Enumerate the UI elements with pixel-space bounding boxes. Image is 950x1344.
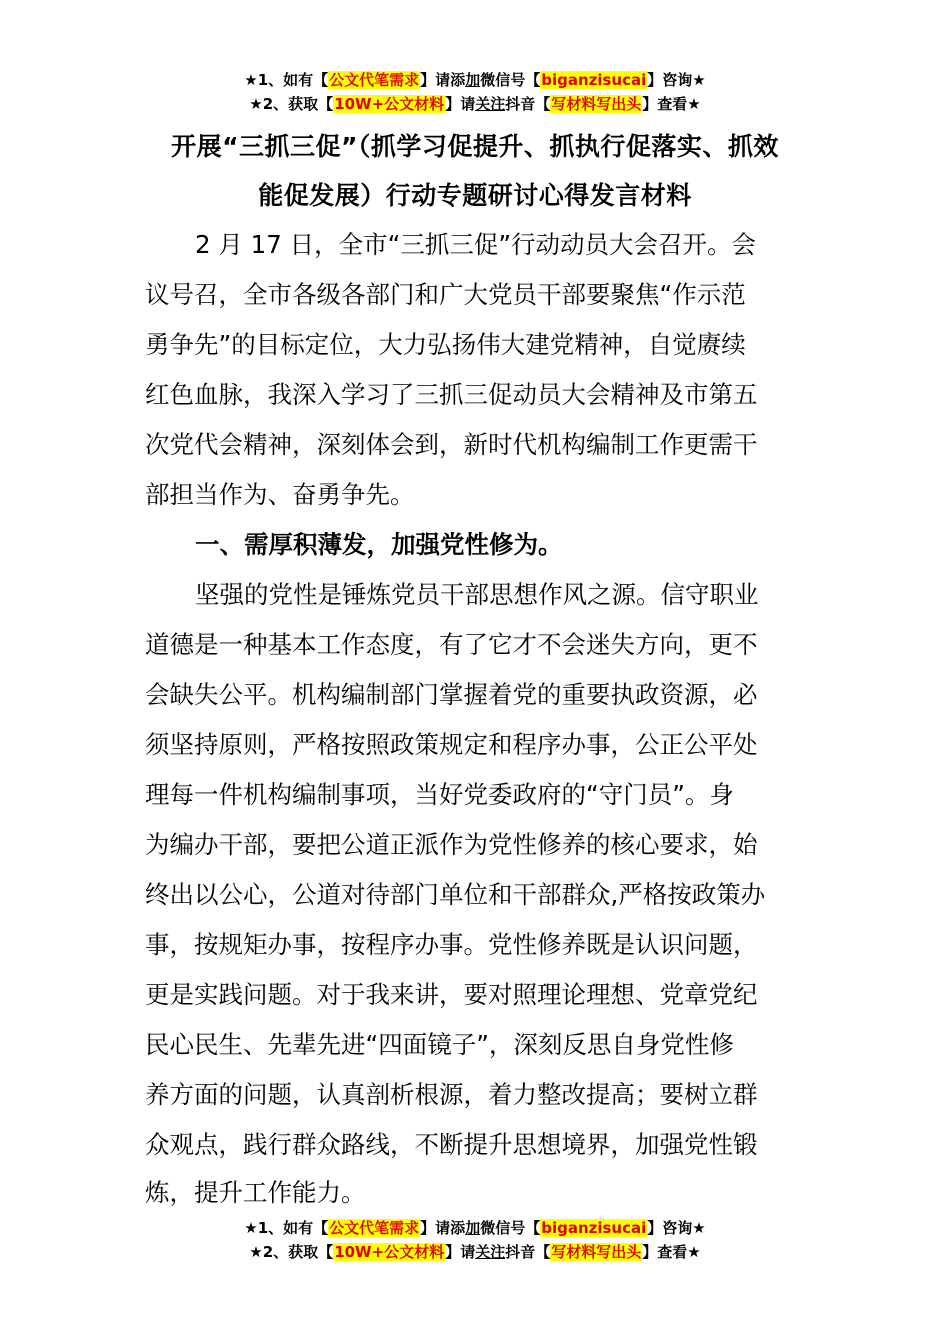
paragraph-1-line: 部担当作为、奋勇争先。 — [145, 480, 415, 509]
banner-underlined-text: 关注 — [475, 1243, 506, 1261]
bottom-banner — [0, 1216, 950, 1264]
banner-line-1 — [0, 1216, 950, 1240]
paragraph-2-line: 炼，提升工作能力。 — [145, 1178, 366, 1207]
paragraph-2-line: 坚强的党性是锤炼党员干部思想作风之源。信守职业 — [195, 580, 759, 609]
banner-text: 微信号【 — [480, 71, 541, 89]
paragraph-2-line: 更是实践问题。对于我来讲，要对照理论理想、党章党纪 — [145, 980, 758, 1009]
paragraph-1-line: 2 月 17 日，全市“三抓三促”行动动员大会召开。会 — [195, 230, 757, 259]
paragraph-2-line: 须坚持原则，严格按照政策规定和程序办事，公正公平处 — [145, 730, 758, 759]
banner-text: 】查看★ — [642, 1243, 701, 1261]
paragraph-2-line: 养方面的问题，认真剖析根源，着力整改提高；要树立群 — [145, 1080, 758, 1109]
banner-text: ★2、获取【 — [249, 1243, 334, 1261]
title-line: 能促发展）行动专题研讨心得发言材料 — [258, 181, 692, 210]
banner-highlight-wechat-id: biganzisucai — [541, 1219, 647, 1237]
paragraph-1-line: 勇争先”的目标定位，大力弘扬伟大建党精神，自觉赓续 — [145, 330, 746, 359]
banner-highlight-service: 公文代笔需求 — [329, 1219, 420, 1237]
paragraph-2-line: 会缺失公平。机构编制部门掌握着党的重要执政资源，必 — [145, 680, 758, 709]
banner-highlight-wechat-id: biganzisucai — [541, 71, 647, 89]
banner-text: 】查看★ — [642, 95, 701, 113]
banner-text: 抖音【 — [505, 1243, 551, 1261]
paragraph-2-line: 终出以公心，公道对待部门单位和干部群众,严格按政策办 — [145, 880, 766, 909]
banner-underlined-text: 加 — [465, 1219, 481, 1237]
banner-text: 】请添 — [420, 1219, 466, 1237]
banner-text: ★1、如有【 — [244, 71, 329, 89]
document-title — [140, 122, 810, 220]
top-banner — [0, 68, 950, 116]
banner-text: 】咨询★ — [647, 1219, 706, 1237]
paragraph-2-line: 为编办干部，要把公道正派作为党性修养的核心要求，始 — [145, 830, 758, 859]
paragraph-2-line: 众观点，践行群众路线，不断提升思想境界，加强党性锻 — [145, 1130, 758, 1159]
banner-highlight-douyin: 写材料写出头 — [551, 1243, 642, 1261]
banner-text: 】请 — [445, 1243, 476, 1261]
banner-highlight-douyin: 写材料写出头 — [551, 95, 642, 113]
paragraph-1-line: 次党代会精神，深刻体会到，新时代机构编制工作更需干 — [145, 430, 758, 459]
banner-text: 】咨询★ — [647, 71, 706, 89]
banner-text: ★2、获取【 — [249, 95, 334, 113]
title-line: 开展“三抓三促”（抓学习促提升、抓执行促落实、抓效 — [171, 132, 779, 161]
banner-highlight-materials: 10W+公文材料 — [334, 95, 445, 113]
paragraph-2-line: 事，按规矩办事，按程序办事。党性修养既是认识问题， — [145, 930, 758, 959]
paragraph-2-line: 理每一件机构编制事项，当好党委政府的“守门员”。身 — [145, 780, 734, 809]
banner-text: 微信号【 — [480, 1219, 541, 1237]
banner-text: 抖音【 — [505, 95, 551, 113]
section-heading-1: 一、需厚积薄发，加强党性修为。 — [195, 530, 563, 559]
banner-text: ★1、如有【 — [244, 1219, 329, 1237]
banner-highlight-service: 公文代笔需求 — [329, 71, 420, 89]
banner-line-2 — [0, 1240, 950, 1264]
paragraph-2-line: 民心民生、先辈先进“四面镜子”，深刻反思自身党性修 — [145, 1030, 734, 1059]
banner-underlined-text: 加 — [465, 71, 481, 89]
banner-text: 】请添 — [420, 71, 466, 89]
banner-line-1 — [0, 68, 950, 92]
banner-text: 】请 — [445, 95, 476, 113]
banner-highlight-materials: 10W+公文材料 — [334, 1243, 445, 1261]
paragraph-2-line: 道德是一种基本工作态度，有了它才不会迷失方向，更不 — [145, 630, 758, 659]
banner-line-2 — [0, 92, 950, 116]
paragraph-1-line: 红色血脉，我深入学习了三抓三促动员大会精神及市第五 — [145, 380, 758, 409]
paragraph-1-line: 议号召，全市各级各部门和广大党员干部要聚焦“作示范 — [145, 280, 746, 309]
banner-underlined-text: 关注 — [475, 95, 506, 113]
